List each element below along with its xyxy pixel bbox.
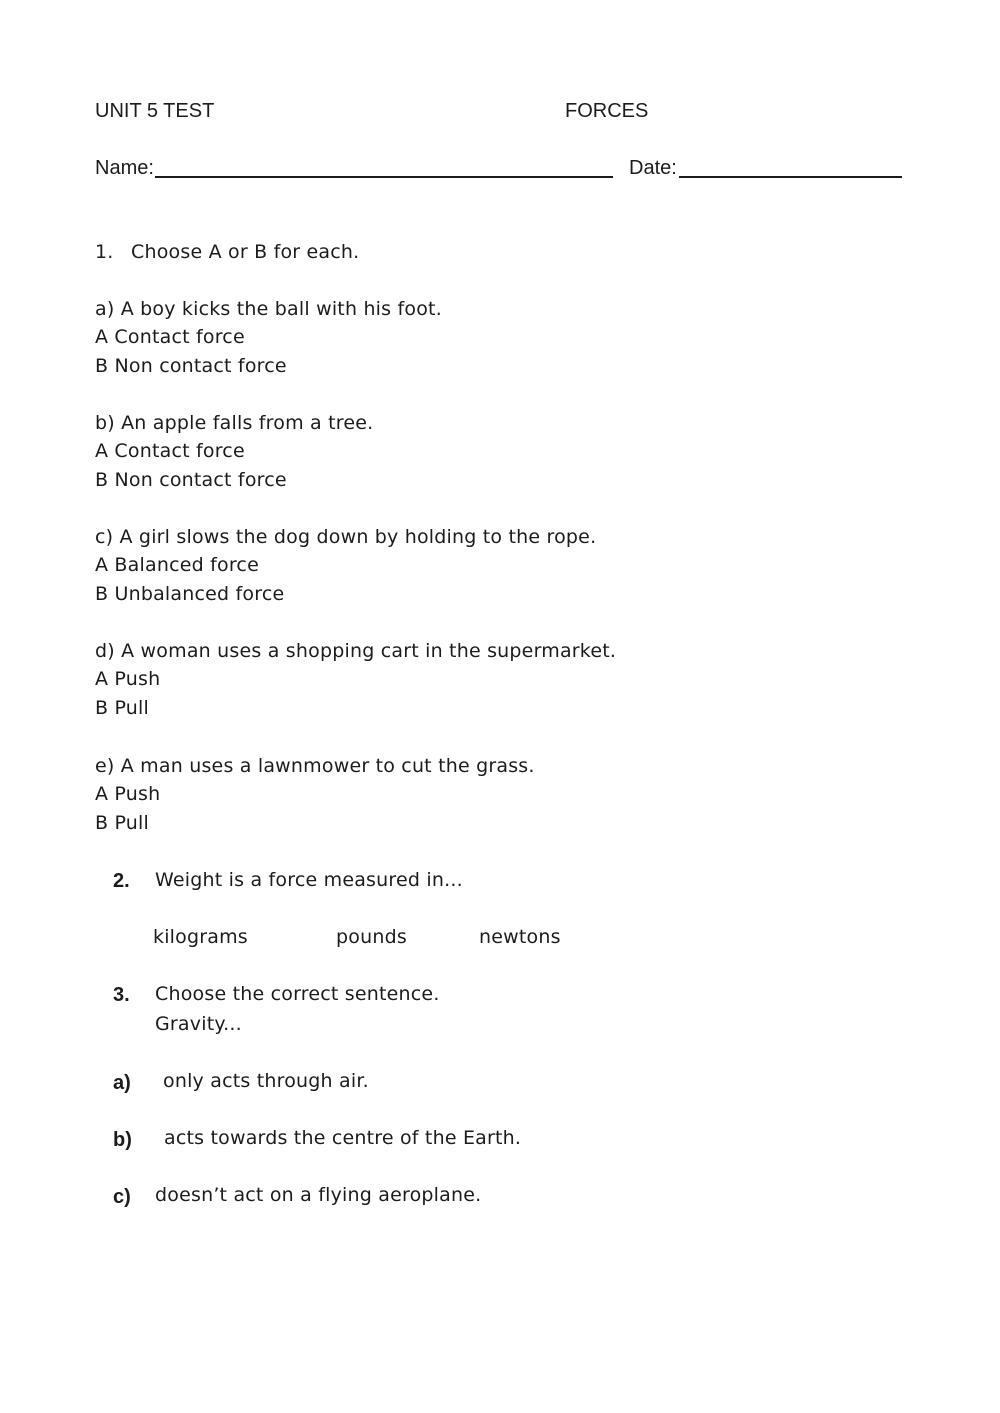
date-answer-line[interactable]	[679, 176, 902, 178]
q2-prompt: Weight is a force measured in...	[155, 869, 463, 891]
q3-number: 3.	[113, 984, 130, 1006]
q1b-option-b[interactable]: B Non contact force	[95, 469, 287, 491]
q3-option-a-letter: a)	[113, 1072, 131, 1094]
q3-prompt: Choose the correct sentence.	[155, 983, 440, 1005]
q3-option-b-text[interactable]: acts towards the centre of the Earth.	[164, 1127, 522, 1149]
q1-number: 1.	[95, 241, 114, 263]
q1c-option-b[interactable]: B Unbalanced force	[95, 583, 285, 605]
q1e-option-b[interactable]: B Pull	[95, 812, 149, 834]
q2-option-pounds[interactable]: pounds	[336, 926, 407, 948]
q2-option-newtons[interactable]: newtons	[479, 926, 561, 948]
q1d-stem: d) A woman uses a shopping cart in the supermarket.	[95, 640, 617, 662]
q1d-option-b[interactable]: B Pull	[95, 697, 149, 719]
q2-number: 2.	[113, 870, 130, 892]
unit-title: UNIT 5 TEST	[95, 100, 215, 122]
q3-subprompt: Gravity...	[155, 1013, 242, 1035]
q1b-stem: b) An apple falls from a tree.	[95, 412, 374, 434]
q1e-stem: e) A man uses a lawnmower to cut the grass.	[95, 755, 535, 777]
q1a-stem: a) A boy kicks the ball with his foot.	[95, 298, 442, 320]
q3-option-c-text[interactable]: doesn’t act on a flying aeroplane.	[155, 1184, 482, 1206]
q1d-option-a[interactable]: A Push	[95, 668, 161, 690]
q1a-option-b[interactable]: B Non contact force	[95, 355, 287, 377]
date-label: Date:	[629, 157, 677, 179]
q1-prompt: Choose A or B for each.	[131, 241, 360, 263]
name-label: Name:	[95, 157, 154, 179]
q2-option-kilograms[interactable]: kilograms	[153, 926, 248, 948]
q3-option-b-letter: b)	[113, 1129, 132, 1151]
q1b-option-a[interactable]: A Contact force	[95, 440, 245, 462]
topic-title: FORCES	[565, 100, 649, 122]
q1c-stem: c) A girl slows the dog down by holding to the rope.	[95, 526, 597, 548]
q3-option-c-letter: c)	[113, 1186, 131, 1208]
q3-option-a-text[interactable]: only acts through air.	[163, 1070, 369, 1092]
q1e-option-a[interactable]: A Push	[95, 783, 161, 805]
name-answer-line[interactable]	[155, 176, 613, 178]
q1a-option-a[interactable]: A Contact force	[95, 326, 245, 348]
q1c-option-a[interactable]: A Balanced force	[95, 554, 259, 576]
